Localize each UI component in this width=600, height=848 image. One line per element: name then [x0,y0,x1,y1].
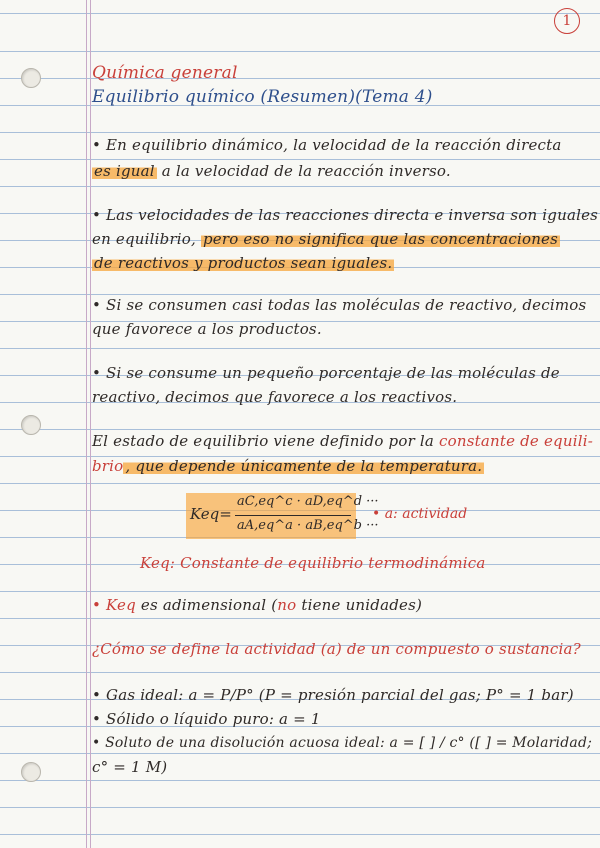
punch-hole [21,762,41,782]
paragraph-1-line-1 [92,134,596,156]
text: a la velocidad de la reacción inverso. [156,162,451,180]
list-item-gas: • Gas ideal: a = P/P° (P = presión parcial del gas; P° = 1 bar) [92,686,574,704]
text: El estado de equilibrio viene definido por la [92,432,440,450]
paragraph-2-line-2 [92,228,596,250]
text: • Las velocidades de las reacciones directa e inversa son iguales [92,206,599,224]
red-text: no [277,596,297,614]
bullet: • [92,596,107,614]
paragraph-2-line-1 [92,204,599,226]
paragraph-3-line-1 [92,294,596,316]
formula-numerator: aC,eq^c · aD,eq^d ··· [237,494,379,509]
keq-symbol: Keq [106,596,136,614]
formula-lhs: Keq= [190,505,232,523]
highlight: de reactivos y productos sean iguales. [94,254,393,272]
text: • En equilibrio dinámico, la velocidad de la reacción directa [92,136,562,154]
activity-note: • a: actividad [372,506,468,522]
paragraph-3-line-2 [92,318,596,340]
page-number: 1 [554,8,580,34]
text: tiene unidades) [296,596,423,614]
question: ¿Cómo se define la actividad (a) de un compuesto o sustancia? [92,640,581,658]
paragraph-5-line-1 [92,430,596,452]
paragraph-2-line-3 [92,252,596,274]
paragraph-1-line-2 [92,160,596,182]
paragraph-6 [92,594,596,616]
subtitle: Equilibrio químico (Resumen)(Tema 4) [92,87,433,107]
title: Química general [92,63,238,83]
list-item-solute: • Soluto de una disolución acuosa ideal: a = [ ] / c° ([ ] = Molaridad; [92,735,593,751]
highlight: es igual [94,162,155,180]
paragraph-4-line-2 [92,386,596,408]
text: es adimensional ( [135,596,278,614]
formula-denominator: aA,eq^a · aB,eq^b ··· [237,518,379,533]
margin-line [86,0,87,848]
keq-definition: Keq: Constante de equilibrio termodinámica [140,554,486,572]
highlight: pero eso no significa que las concentraciones [202,230,559,248]
text: reactivo, decimos que favorece a los reactivos. [92,388,458,406]
paragraph-4-line-1 [92,362,596,384]
red-text: brio [92,457,124,475]
list-item-solid: • Sólido o líquido puro: a = 1 [92,710,321,728]
text: • Si se consume un pequeño porcentaje de las moléculas de [92,364,560,382]
margin-line-second [90,0,91,848]
fraction-bar [235,515,351,516]
text: en equilibrio, [92,230,201,248]
punch-hole [21,68,41,88]
highlight: , que depende únicamente de la temperatura. [125,457,483,475]
text: • Si se consumen casi todas las moléculas de reactivo, decimos [92,296,587,314]
text: que favorece a los productos. [92,320,322,338]
punch-hole [21,415,41,435]
highlight-red-text: constante de equili- [439,432,593,450]
paragraph-5-line-2 [92,455,596,477]
list-item-solute-cont: c° = 1 M) [92,758,168,776]
